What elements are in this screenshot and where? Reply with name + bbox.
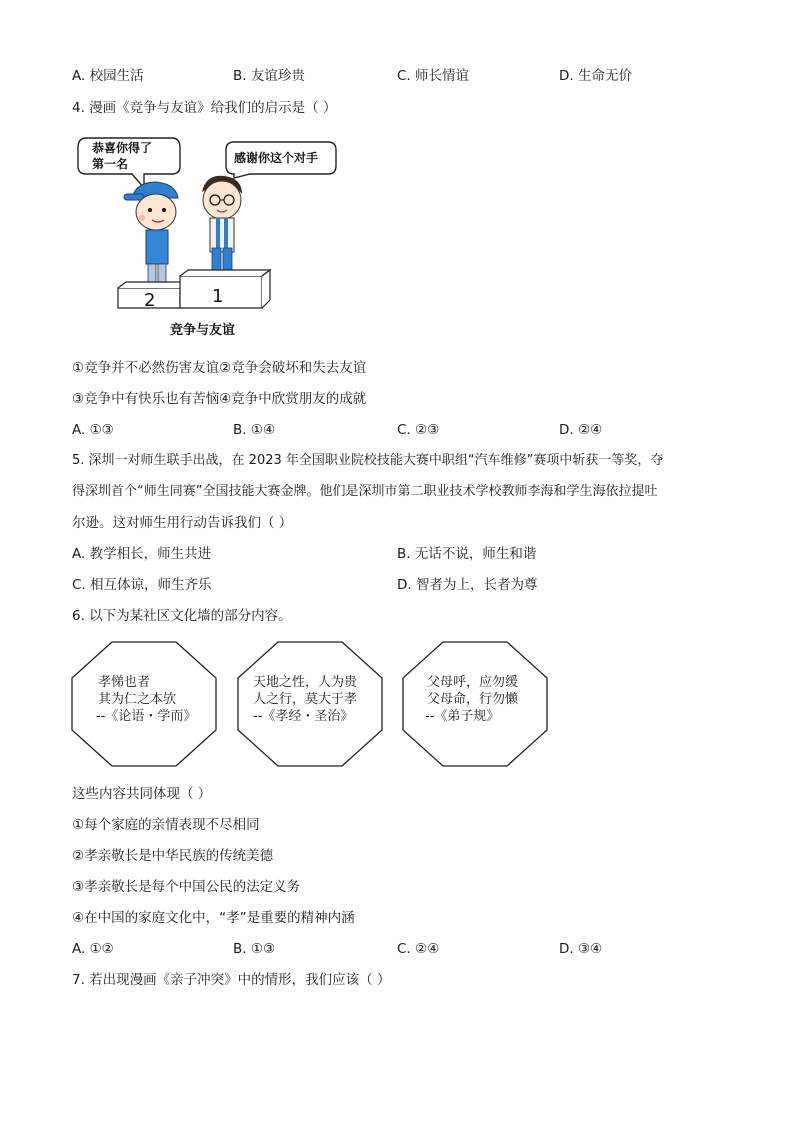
q4-option-d: D. ②④	[559, 422, 603, 438]
q3-option-b: B. 友谊珍贵	[233, 68, 305, 84]
board1-source: --《论语・学而》	[96, 709, 197, 724]
board3-source: --《弟子规》	[425, 709, 500, 724]
q4-statement-line2: ③竞争中有快乐也有苦恼④竞争中欣赏朋友的成就	[72, 391, 367, 407]
board2-source: --《孝经・圣治》	[253, 709, 354, 724]
q4-option-a: A. ①③	[72, 422, 114, 438]
q6-statement-1: ①每个家庭的亲情表现不尽相同	[72, 817, 260, 833]
cartoon-illustration	[72, 128, 342, 338]
q5-option-d: D. 智者为上，长者为尊	[397, 577, 538, 593]
q5-stem-line2: 得深圳首个“师生同赛”全国技能大赛金牌。他们是深圳市第二职业技术学校教师李海和学生海依拉提吐	[72, 484, 658, 499]
q4-option-c: C. ②③	[397, 422, 440, 438]
q6-question: 这些内容共同体现（ ）	[72, 786, 212, 802]
q3-option-a: A. 校园生活	[72, 68, 144, 84]
left-bubble-line1: 恭喜你得了	[92, 141, 153, 155]
q3-option-c: C. 师长情谊	[397, 68, 470, 84]
board1-line1: 孝悌也者	[98, 675, 151, 690]
board3-line2: 父母命，行勿懒	[427, 692, 519, 707]
q5-option-b: B. 无话不说，师生和谐	[397, 546, 537, 562]
kid-with-glasses	[202, 176, 242, 277]
left-bubble-line2: 第一名	[92, 157, 129, 171]
q5-option-a: A. 教学相长，师生共进	[72, 546, 212, 562]
podium-number-2: 2	[144, 290, 156, 311]
q4-statement-line1: ①竞争并不必然伤害友谊②竞争会破坏和失去友谊	[72, 360, 367, 376]
board3-line1: 父母呼，应勿缓	[427, 675, 519, 690]
q5-stem-line1: 5. 深圳一对师生联手出战，在 2023 年全国职业院校技能大赛中职组“汽车维修”赛项中斩获一等奖，夺	[72, 453, 664, 468]
q6-statement-3: ③孝亲敬长是每个中国公民的法定义务	[72, 879, 301, 895]
q5-stem-line3: 尔逊。这对师生用行动告诉我们（ ）	[72, 515, 293, 531]
kid-with-cap	[124, 182, 178, 289]
cartoon-caption: 竞争与友谊	[170, 323, 236, 338]
q4-stem: 4. 漫画《竞争与友谊》给我们的启示是（ ）	[72, 100, 337, 116]
board2-line1: 天地之性，人为贵	[253, 675, 358, 690]
podium-number-1: 1	[212, 286, 224, 307]
q4-option-b: B. ①④	[233, 422, 276, 438]
q6-statement-2: ②孝亲敬长是中华民族的传统美德	[72, 848, 274, 864]
competition-friendship-cartoon	[72, 128, 342, 338]
q6-stem: 6. 以下为某社区文化墙的部分内容。	[72, 608, 292, 624]
podium	[118, 270, 270, 311]
q6-option-d: D. ③④	[559, 941, 603, 957]
q6-option-a: A. ①②	[72, 941, 114, 957]
q6-option-b: B. ①③	[233, 941, 276, 957]
board2-line2: 人之行，莫大于孝	[253, 692, 358, 707]
board1-line2: 其为仁之本欤	[98, 692, 177, 707]
q5-option-c: C. 相互体谅，师生齐乐	[72, 577, 212, 593]
q3-option-d: D. 生命无价	[559, 68, 632, 84]
q6-option-c: C. ②④	[397, 941, 440, 957]
q6-statement-4: ④在中国的家庭文化中，“孝”是重要的精神内涵	[72, 910, 355, 926]
q7-stem: 7. 若出现漫画《亲子冲突》中的情形，我们应该（ ）	[72, 972, 391, 988]
right-bubble-text: 感谢你这个对手	[234, 151, 319, 165]
